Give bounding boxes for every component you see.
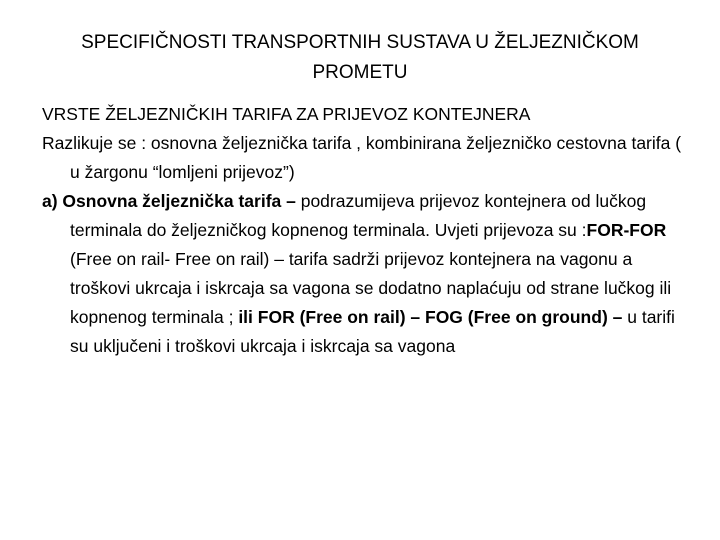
intro-paragraph: Razlikuje se : osnovna željeznička tarifa , kombinirana željezničko cestovna tarifa ( u žargonu “lomljeni prijevoz”): [42, 133, 682, 182]
item-a-label: a) Osnovna željeznička tarifa –: [42, 191, 301, 211]
slide-content: [42, 100, 692, 361]
item-a-bold2: ili FOR (Free on rail) – FOG (Free on ground) –: [238, 307, 628, 327]
section-heading: VRSTE ŽELJEZNIČKIH TARIFA ZA PRIJEVOZ KONTEJNERA: [42, 104, 531, 124]
item-a-bold1: FOR-FOR: [586, 220, 667, 240]
item-a-text1: podrazumijeva prijevoz kontejnera od lučkog terminala do željezničkog kopnenog terminala. Uvjeti prijevoza su :: [70, 191, 647, 240]
slide-title-line1: SPECIFIČNOSTI TRANSPORTNIH SUSTAVA U ŽELJEZNIČKOM: [81, 32, 639, 53]
list-item-a: [42, 187, 692, 361]
slide-title: [40, 28, 680, 88]
slide-title-line2: PROMETU: [312, 62, 408, 83]
item-a-text3: u tarifi su uključeni i troškovi ukrcaja i iskrcaja sa vagona: [70, 307, 675, 356]
item-a-text2: (Free on rail- Free on rail) – tarifa sadrži prijevoz kontejnera na vagonu a troškovi ukrcaja i iskrcaja sa vagona se dodatno naplaćuju od strane lučkog ili kopnenog terminala ;: [70, 249, 672, 327]
